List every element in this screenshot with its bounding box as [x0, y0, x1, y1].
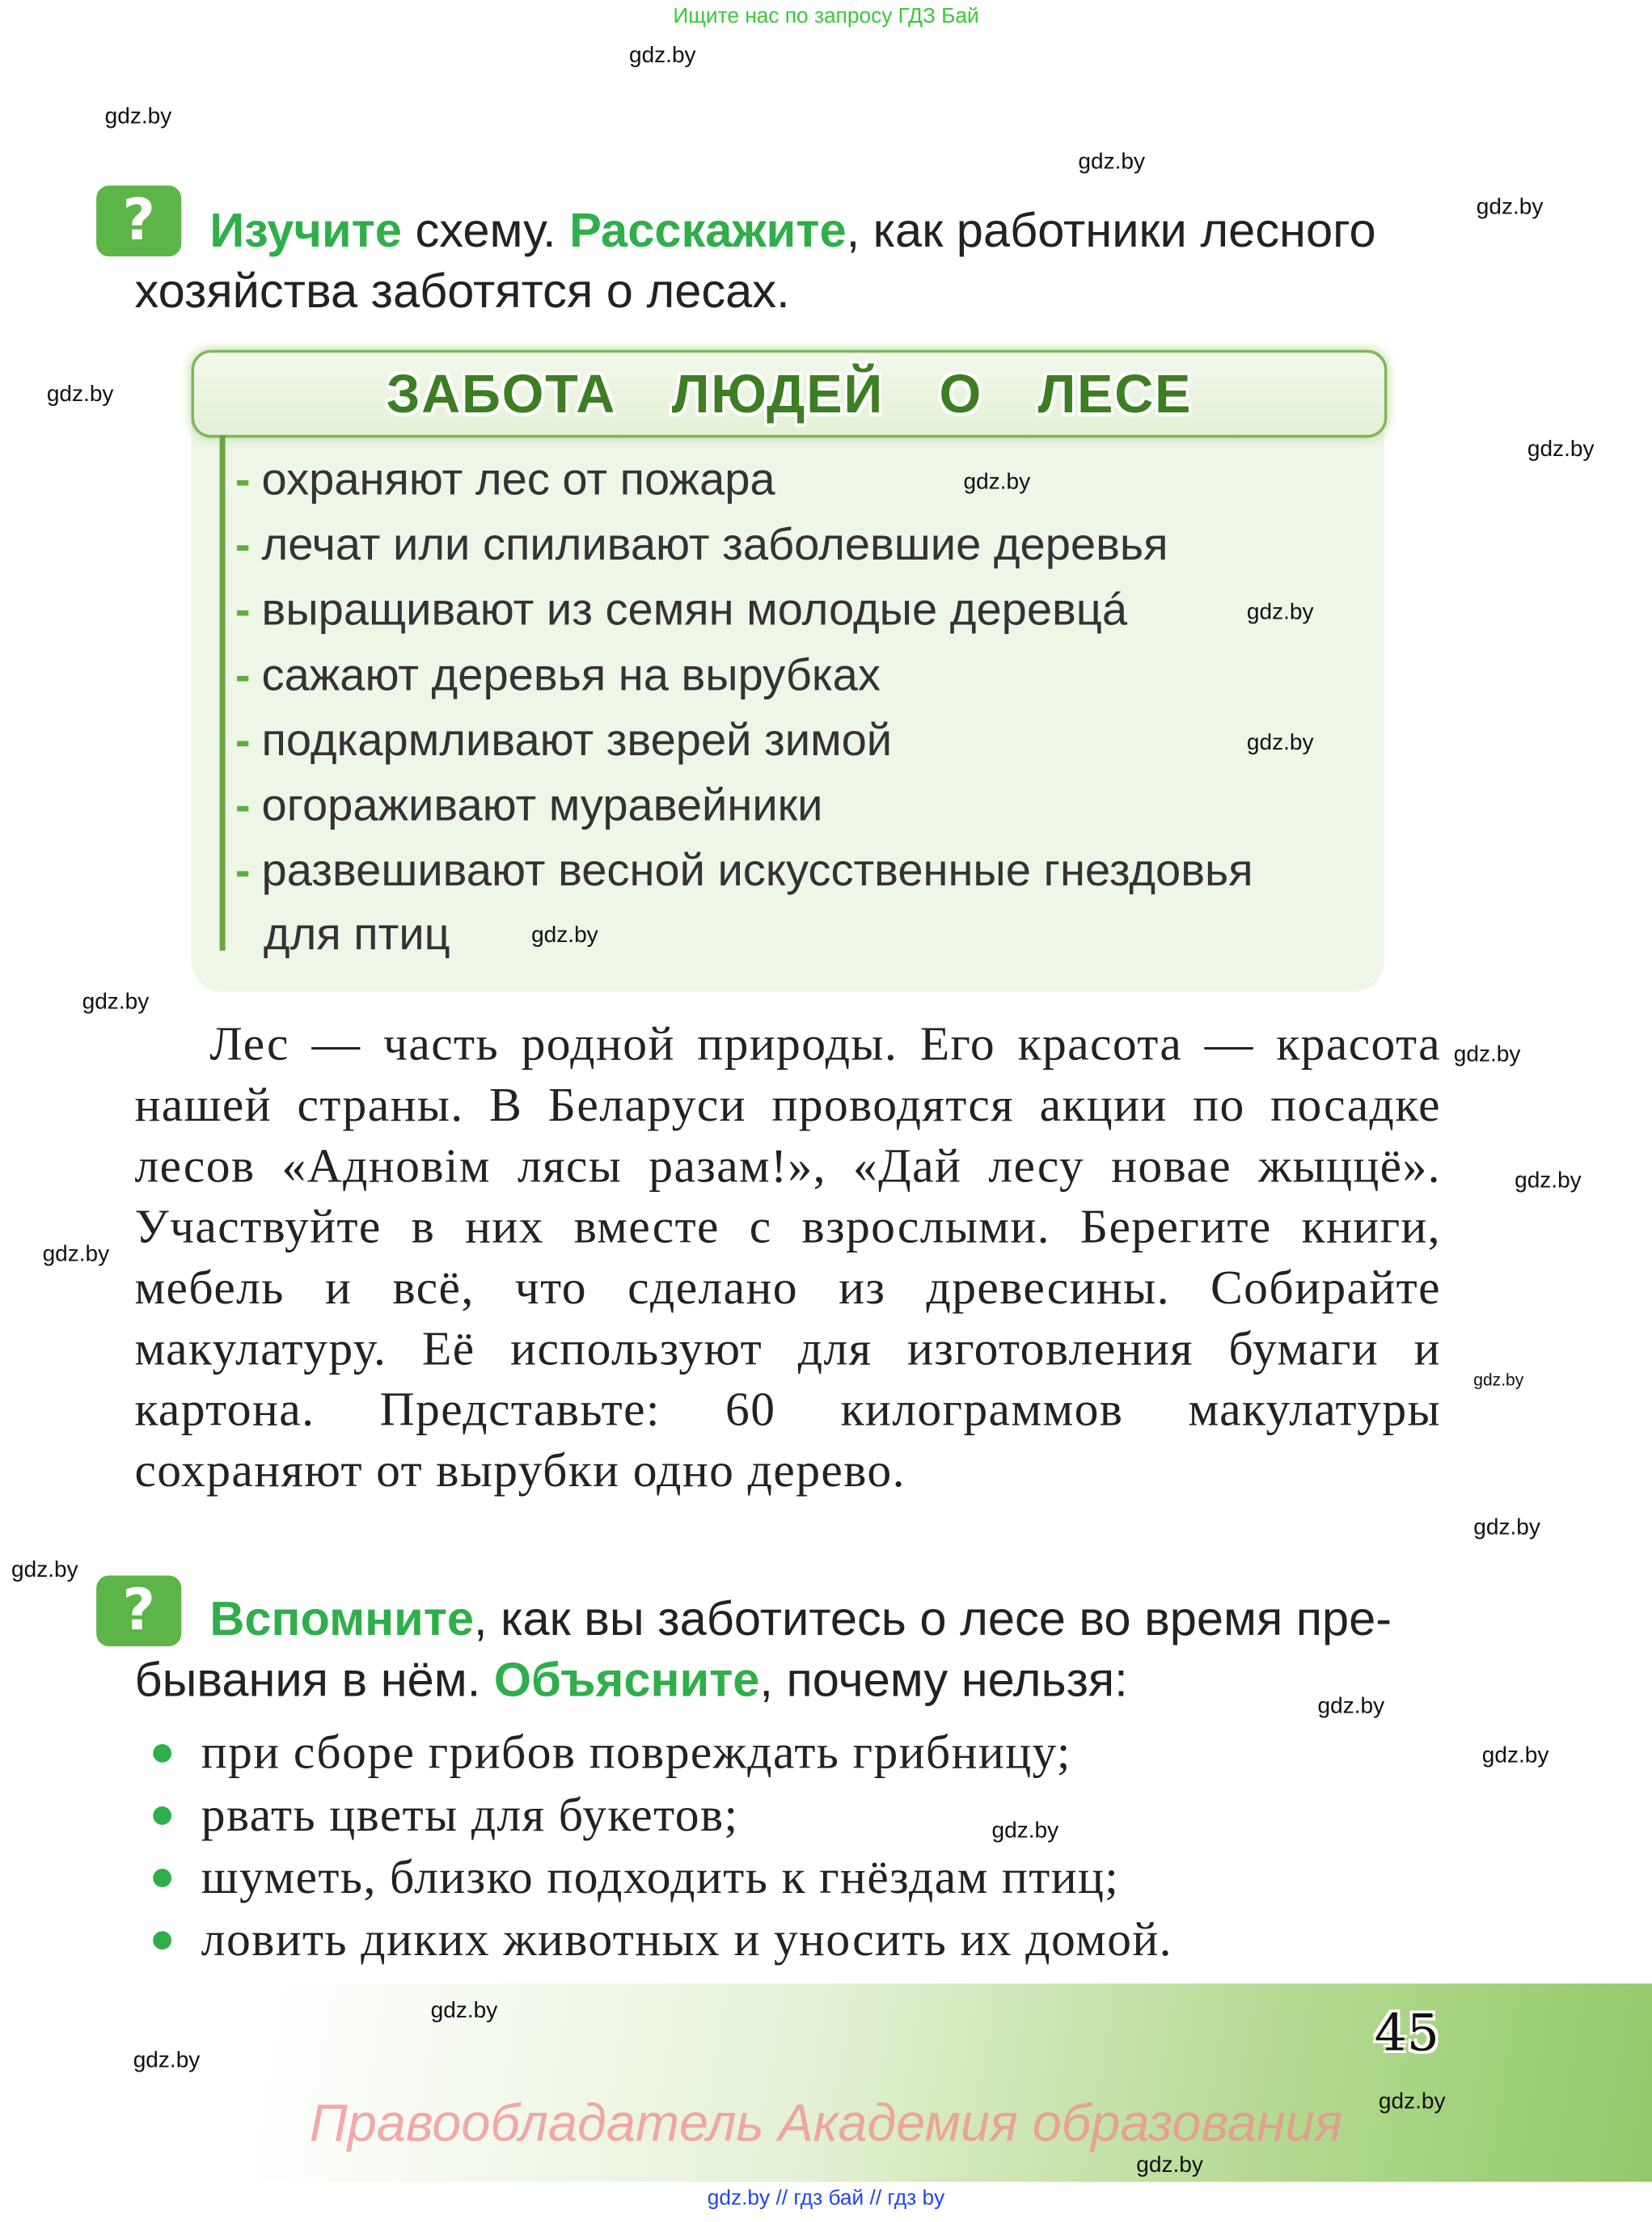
watermark: gdz.by [82, 990, 150, 1015]
body-paragraph: Лес — часть родной природы. Его красота — красота нашей страны. В Беларуси проводятся акции по посадке лесов «Адновім лясы разам!», «Дай лесу новае жыццё». Участвуйте в них вместе с взрослыми. Берегите книги, мебель и всё, что сделано из древесины. Собирайте макулатуру. Её используют для изготовления бумаги и картона. Представьте: 60 килограммов макулатуры сохраняют от вырубки одно дерево. [134, 1018, 1441, 1498]
watermark: gdz.by [1473, 1515, 1540, 1540]
task-2 [134, 1590, 1445, 1712]
scheme-item: - лечат или спиливают заболевшие деревья [234, 518, 1168, 570]
keyword-tell: Расскажите [569, 204, 847, 258]
task-text: схему. [401, 204, 570, 258]
watermark: gdz.by [1453, 1042, 1521, 1067]
page-number: 45 [1374, 2004, 1439, 2064]
watermark: gdz.by [1527, 437, 1595, 463]
watermark: gdz.by [104, 104, 172, 129]
question-icon: ? [96, 1575, 181, 1646]
bullet-item: ловить диких животных и уносить их домой. [153, 1912, 1172, 1969]
question-icon: ? [96, 186, 181, 257]
task-text: бывания в нём. [134, 1653, 494, 1708]
watermark: gdz.by [531, 923, 598, 948]
watermark: gdz.by [430, 1999, 498, 2024]
keyword-remember: Вспомните [209, 1592, 475, 1647]
scheme-item: - подкармливают зверей зимой [234, 714, 893, 766]
bottom-links[interactable]: gdz.by // гдз бай // гдз by [707, 2186, 945, 2211]
watermark: gdz.by [1078, 150, 1146, 175]
task-text: , как работники лесного [846, 204, 1376, 258]
watermark: gdz.by [1481, 1743, 1549, 1768]
watermark: gdz.by [1476, 195, 1544, 220]
scheme-item-continued: для птиц [263, 908, 450, 960]
search-hint: Ищите нас по запросу ГДЗ Бай [673, 4, 979, 29]
watermark: gdz.by [1246, 731, 1314, 755]
scheme-item: - сажают деревья на вырубках [234, 648, 881, 700]
watermark: gdz.by [1317, 1694, 1385, 1719]
bullet-icon [153, 1931, 171, 1950]
watermark: gdz.by [133, 2048, 201, 2073]
keyword-explain: Объясните [493, 1653, 760, 1708]
scheme-line [220, 435, 226, 951]
scheme-item: - выращивают из семян молодые деревцá [234, 583, 1128, 635]
watermark: gdz.by [1473, 1370, 1524, 1390]
bullet-icon [153, 1806, 171, 1825]
watermark: gdz.by [628, 44, 696, 69]
bullet-item: при сборе грибов повреждать грибницу; [153, 1726, 1071, 1782]
bullet-icon [153, 1869, 171, 1887]
watermark: gdz.by [1246, 600, 1314, 625]
watermark: gdz.by [1136, 2153, 1203, 2178]
watermark: gdz.by [1515, 1168, 1582, 1193]
watermark: gdz.by [11, 1558, 78, 1583]
watermark: gdz.by [42, 1242, 110, 1267]
bullet-item: шуметь, близко подходить к гнёздам птиц; [153, 1850, 1119, 1907]
scheme-item: - охраняют лес от пожара [234, 453, 775, 505]
task-text: , как вы заботитесь о лесе во время пре- [474, 1592, 1392, 1647]
scheme-title: ЗАБОТА ЛЮДЕЙ О ЛЕСЕ [386, 365, 1193, 425]
keyword-study: Изучите [209, 204, 402, 258]
copyright-watermark: Правообладатель Академия образования [309, 2093, 1343, 2152]
task-text: хозяйства заботятся о лесах. [134, 264, 790, 319]
task-1 [134, 201, 1445, 323]
task-text: , почему нельзя: [759, 1653, 1128, 1708]
watermark: gdz.by [1378, 2089, 1446, 2114]
scheme-header [192, 350, 1388, 438]
watermark: gdz.by [46, 382, 114, 407]
watermark: gdz.by [963, 470, 1031, 495]
bullet-icon [153, 1743, 171, 1762]
watermark: gdz.by [991, 1819, 1059, 1844]
bullet-item: рвать цветы для букетов; [153, 1788, 738, 1844]
scheme-item: - огораживают муравейники [234, 779, 823, 830]
scheme-item: - развешивают весной искусственные гнездовья [234, 844, 1253, 896]
